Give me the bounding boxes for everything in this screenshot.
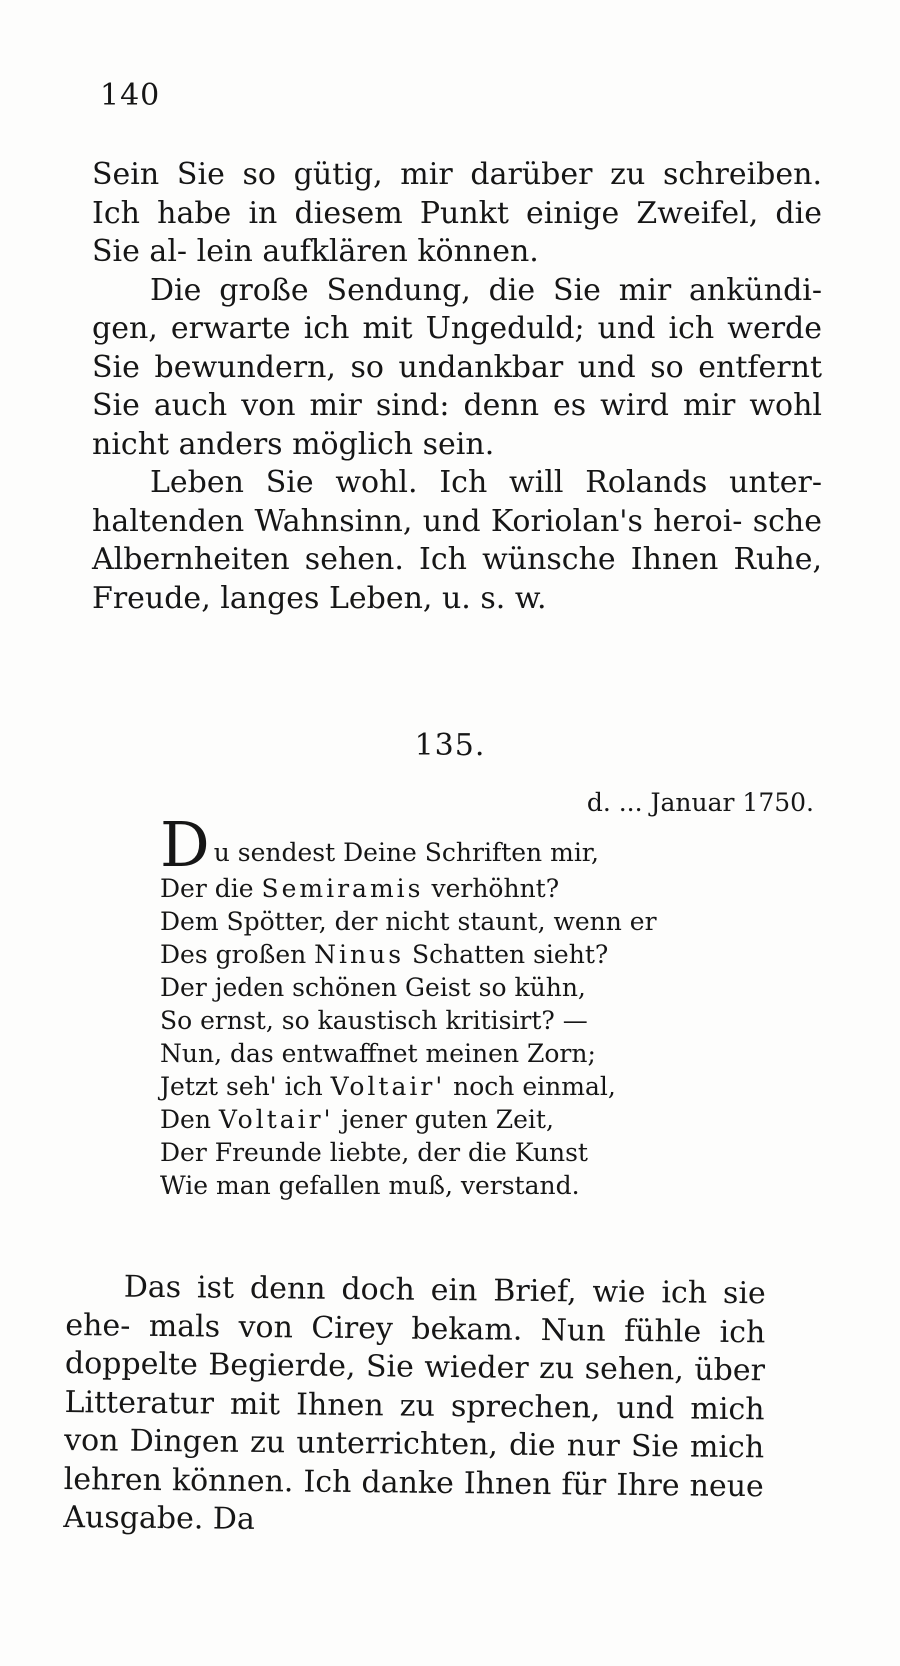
poem-text: Des großen — [160, 940, 315, 969]
text-line: Sie bewundern, so undankbar und so entfernt Sie — [92, 349, 822, 423]
text-line: Ich danke Ihnen für Ihre neue Ausgabe. Da — [63, 1463, 764, 1537]
poem-line: Der jeden schönen Geist so kühn, — [160, 973, 586, 1002]
paragraph — [92, 272, 822, 465]
letter-body-continued — [92, 156, 822, 618]
spaced-name: Semiramis — [261, 874, 424, 903]
poem-line-text: u sendest Deine Schriften mir, — [213, 838, 599, 867]
poem-text: Den — [160, 1105, 219, 1134]
text-line: lein aufklären können. — [196, 234, 539, 269]
poem-text: Schatten sieht? — [404, 940, 609, 969]
paragraph — [92, 464, 822, 618]
poem-line: So ernst, so kaustisch kritisirt? — — [160, 1006, 588, 1035]
text-line: Leben Sie wohl. Ich will Rolands unter- — [150, 465, 822, 500]
poem-text: Jetzt seh' ich — [160, 1072, 331, 1101]
text-line: Freude, langes Leben, u. s. w. — [92, 580, 547, 616]
poem-line — [160, 1103, 760, 1136]
paragraph — [92, 156, 822, 272]
spaced-name: Voltair' — [330, 1072, 446, 1101]
text-line: haltenden Wahnsinn, und Koriolan's heroi- — [92, 503, 743, 539]
poem-line: Wie man gefallen muß, verstand. — [160, 1171, 580, 1200]
paragraph — [63, 1268, 766, 1545]
text-line: sche Albernheiten sehen. Ich wünsche Ihnen Ruhe, — [92, 503, 822, 577]
text-line: auch von mir sind: denn es wird mir wohl nicht — [92, 388, 822, 462]
poem-text: verhöhnt? — [423, 874, 560, 903]
letter-number: 135. — [414, 728, 486, 763]
spaced-name: Ninus — [314, 940, 405, 969]
poem-text: jener guten Zeit, — [333, 1105, 554, 1134]
dateline: d. ... Januar 1750. — [586, 788, 814, 817]
text-line: Sein Sie so gütig, mir darüber zu schreiben. Ich — [92, 157, 822, 231]
spaced-name: Voltair' — [218, 1105, 334, 1134]
text-line: gen, erwarte ich mit Ungeduld; und ich werde — [92, 311, 822, 346]
poem-line: Nun, das entwaffnet meinen Zorn; — [160, 1039, 596, 1068]
poem-line — [160, 938, 760, 971]
text-line: habe in diesem Punkt einige Zweifel, die Sie al- — [92, 195, 822, 269]
drop-cap: D — [160, 808, 210, 881]
poem-line — [160, 1070, 760, 1103]
page-number: 140 — [100, 78, 161, 113]
text-line: Begierde, Sie wieder zu sehen, über Litteratur — [64, 1347, 766, 1422]
poem-line: Der Freunde liebte, der die Kunst — [160, 1138, 588, 1167]
text-line: anders möglich sein. — [178, 426, 495, 462]
text-line: Die große Sendung, die Sie mir ankündi- — [150, 272, 822, 308]
letter-body-response — [63, 1268, 766, 1545]
poem — [160, 808, 760, 1202]
text-line: mit Ihnen zu sprechen, und mich von Dingen zu — [64, 1386, 765, 1461]
poem-line — [160, 808, 760, 881]
poem-line: Dem Spötter, der nicht staunt, wenn er — [160, 907, 657, 936]
poem-text: Der die — [160, 874, 262, 903]
poem-line — [160, 872, 760, 905]
poem-text: noch einmal, — [445, 1072, 616, 1101]
text-line: Das ist denn doch ein Brief, wie ich sie ehe- — [65, 1269, 766, 1344]
text-line: mals von Cirey bekam. Nun fühle ich doppelte — [64, 1308, 766, 1383]
text-line: unterrichten, die nur Sie mich lehren können. — [63, 1425, 765, 1499]
